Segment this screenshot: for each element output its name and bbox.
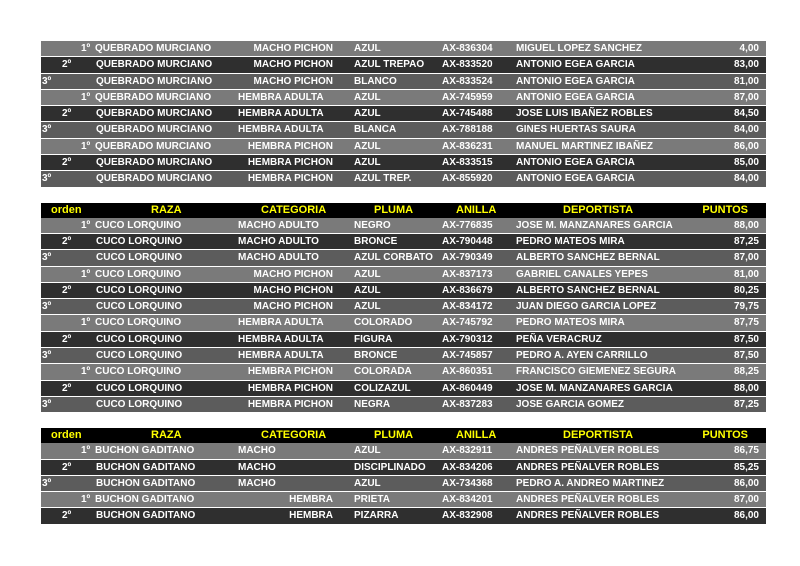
- ring-cell: AX-855920: [442, 173, 493, 185]
- plumage-cell: NEGRA: [354, 398, 391, 410]
- breeder-cell: PEDRO MATEOS MIRA: [516, 317, 625, 329]
- table-row: [41, 283, 766, 299]
- points-cell: 83,00: [733, 59, 759, 71]
- points-cell: 86,00: [733, 477, 759, 489]
- plumage-cell: BRONCE: [354, 235, 398, 247]
- points-cell: 87,50: [733, 333, 759, 345]
- breed-cell: BUCHON GADITANO: [96, 461, 196, 473]
- plumage-cell: AZUL TREP.: [354, 173, 412, 185]
- category-cell: HEMBRA PICHON: [247, 157, 333, 169]
- table-row: [41, 332, 766, 348]
- points-cell: 81,00: [733, 268, 759, 280]
- breeder-cell: GINES HUERTAS SAURA: [516, 124, 636, 136]
- ring-cell: AX-836231: [442, 140, 493, 152]
- table-row: [41, 492, 766, 508]
- table-row: [41, 74, 766, 90]
- breed-cell: CUCO LORQUINO: [96, 252, 183, 264]
- rank-cell: 1º: [81, 366, 91, 378]
- table-row: [41, 267, 766, 283]
- rank-cell: 3º: [42, 301, 52, 313]
- category-cell: HEMBRA ADULTA: [238, 91, 324, 103]
- breeder-cell: PEDRO A. ANDREO MARTINEZ: [516, 477, 665, 489]
- breed-cell: CUCO LORQUINO: [96, 301, 183, 313]
- plumage-cell: AZUL: [354, 43, 381, 54]
- header-categoria: CATEGORIA: [261, 429, 327, 442]
- table-row: [41, 41, 766, 57]
- points-cell: 79,75: [733, 301, 759, 313]
- ring-cell: AX-788188: [442, 124, 493, 136]
- header-raza: RAZA: [151, 429, 182, 442]
- breeder-cell: PEÑA VERACRUZ: [516, 333, 602, 345]
- plumage-cell: COLORADA: [354, 366, 412, 378]
- category-cell: HEMBRA PICHON: [247, 140, 333, 152]
- category-cell: HEMBRA ADULTA: [238, 317, 324, 329]
- breeder-cell: GABRIEL CANALES YEPES: [516, 268, 648, 280]
- header-deportista: DEPORTISTA: [563, 203, 634, 216]
- ring-cell: AX-745488: [442, 108, 493, 120]
- ring-cell: AX-776835: [442, 219, 493, 231]
- breeder-cell: JOSE LUIS IBAÑEZ ROBLES: [516, 108, 653, 120]
- points-cell: 86,00: [733, 510, 759, 522]
- breed-cell: QUEBRADO MURCIANO: [96, 124, 213, 136]
- plumage-cell: NEGRO: [354, 219, 391, 231]
- breed-cell: BUCHON GADITANO: [96, 477, 196, 489]
- category-cell: MACHO: [238, 461, 276, 473]
- table-quebrado-murciano: [41, 41, 766, 188]
- rank-cell: 1º: [81, 317, 91, 329]
- header-anilla: ANILLA: [456, 203, 497, 216]
- category-cell: MACHO: [238, 477, 276, 489]
- table-row: [41, 299, 766, 315]
- ring-cell: AX-834206: [442, 461, 493, 473]
- ring-cell: AX-834201: [442, 494, 493, 506]
- header-anilla: ANILLA: [456, 429, 497, 442]
- category-cell: HEMBRA ADULTA: [238, 333, 324, 345]
- breed-cell: QUEBRADO MURCIANO: [96, 75, 213, 87]
- breed-cell: CUCO LORQUINO: [96, 235, 183, 247]
- points-cell: 81,00: [733, 75, 759, 87]
- plumage-cell: AZUL: [354, 91, 381, 103]
- breed-cell: QUEBRADO MURCIANO: [95, 91, 212, 103]
- breed-cell: CUCO LORQUINO: [96, 382, 183, 394]
- points-cell: 84,00: [733, 173, 759, 185]
- points-cell: 4,00: [739, 43, 759, 54]
- breeder-cell: ANTONIO EGEA GARCIA: [516, 157, 635, 169]
- breeder-cell: ANDRES PEÑALVER ROBLES: [516, 461, 660, 473]
- points-cell: 87,25: [733, 235, 759, 247]
- plumage-cell: COLIZAZUL: [354, 382, 411, 394]
- header-orden: orden: [51, 429, 82, 442]
- rank-cell: 2º: [62, 382, 72, 394]
- breeder-cell: ANDRES PEÑALVER ROBLES: [516, 494, 660, 506]
- breed-cell: QUEBRADO MURCIANO: [96, 108, 213, 120]
- breed-cell: QUEBRADO MURCIANO: [96, 173, 213, 185]
- results-sheet: [41, 41, 766, 525]
- header-orden: orden: [51, 203, 82, 216]
- breeder-cell: PEDRO A. AYEN CARRILLO: [516, 350, 648, 362]
- ring-cell: AX-790448: [442, 235, 493, 247]
- table-row: [41, 171, 766, 187]
- rank-cell: 3º: [42, 350, 52, 362]
- category-cell: MACHO ADULTO: [238, 219, 319, 231]
- table-row: [41, 508, 766, 524]
- breeder-cell: ANTONIO EGEA GARCIA: [516, 91, 635, 103]
- table-row: [41, 381, 766, 397]
- plumage-cell: COLORADO: [354, 317, 413, 329]
- breeder-cell: ANDRES PEÑALVER ROBLES: [516, 445, 660, 457]
- ring-cell: AX-837283: [442, 398, 493, 410]
- breed-cell: BUCHON GADITANO: [95, 445, 195, 457]
- plumage-cell: DISCIPLINADO: [354, 461, 426, 473]
- category-cell: MACHO ADULTO: [238, 235, 319, 247]
- points-cell: 85,00: [733, 157, 759, 169]
- ring-cell: AX-836304: [442, 43, 493, 54]
- breeder-cell: FRANCISCO GIEMENEZ SEGURA: [516, 366, 677, 378]
- ring-cell: AX-832911: [442, 445, 493, 457]
- rank-cell: 1º: [81, 140, 91, 152]
- table-row: [41, 57, 766, 73]
- plumage-cell: AZUL TREPAO: [354, 59, 425, 71]
- breed-cell: CUCO LORQUINO: [96, 284, 183, 296]
- table-row: [41, 348, 766, 364]
- rank-cell: 3º: [42, 252, 52, 264]
- breed-cell: CUCO LORQUINO: [96, 350, 183, 362]
- ring-cell: AX-837173: [442, 268, 493, 280]
- breeder-cell: JOSE M. MANZANARES GARCIA: [516, 382, 673, 394]
- category-cell: HEMBRA PICHON: [247, 173, 333, 185]
- rank-cell: 2º: [62, 235, 72, 247]
- breeder-cell: MANUEL MARTINEZ IBAÑEZ: [516, 140, 654, 152]
- rank-cell: 2º: [62, 510, 72, 522]
- points-cell: 88,00: [733, 219, 759, 231]
- ring-cell: AX-833524: [442, 75, 493, 87]
- ring-cell: AX-860449: [442, 382, 493, 394]
- table-row: [41, 155, 766, 171]
- plumage-cell: FIGURA: [354, 333, 393, 345]
- category-cell: HEMBRA: [289, 494, 333, 506]
- breeder-cell: JOSE M. MANZANARES GARCIA: [516, 219, 673, 231]
- rank-cell: 2º: [62, 157, 72, 169]
- rank-cell: 3º: [42, 75, 52, 87]
- table-row: [41, 364, 766, 380]
- breeder-cell: ALBERTO SANCHEZ BERNAL: [516, 284, 660, 296]
- rank-cell: 2º: [62, 59, 72, 71]
- breed-cell: CUCO LORQUINO: [95, 219, 182, 231]
- breed-cell: CUCO LORQUINO: [95, 268, 182, 280]
- breed-cell: QUEBRADO MURCIANO: [95, 140, 212, 152]
- breed-cell: BUCHON GADITANO: [96, 510, 196, 522]
- table-row: [41, 397, 766, 413]
- rank-cell: 1º: [81, 268, 91, 280]
- category-cell: MACHO ADULTO: [238, 252, 319, 264]
- table-row: [41, 250, 766, 266]
- breeder-cell: ANTONIO EGEA GARCIA: [516, 59, 635, 71]
- ring-cell: AX-734368: [442, 477, 493, 489]
- rank-cell: 3º: [42, 173, 52, 185]
- points-cell: 86,75: [733, 445, 759, 457]
- points-cell: 87,00: [733, 494, 759, 506]
- plumage-cell: AZUL: [354, 140, 381, 152]
- breed-cell: CUCO LORQUINO: [95, 317, 182, 329]
- rank-cell: 3º: [42, 124, 52, 136]
- table-buchon-gaditano: [41, 428, 766, 524]
- header-puntos: PUNTOS: [702, 429, 748, 442]
- plumage-cell: AZUL: [354, 477, 381, 489]
- table-row: [41, 476, 766, 492]
- header-pluma: PLUMA: [374, 203, 414, 216]
- table-row: [41, 139, 766, 155]
- breeder-cell: ALBERTO SANCHEZ BERNAL: [516, 252, 660, 264]
- points-cell: 87,00: [733, 91, 759, 103]
- rank-cell: 3º: [42, 477, 52, 489]
- plumage-cell: AZUL CORBATO: [354, 252, 433, 264]
- rank-cell: 2º: [62, 108, 72, 120]
- ring-cell: AX-745959: [442, 91, 493, 103]
- rank-cell: 2º: [62, 333, 72, 345]
- table-row: [41, 218, 766, 234]
- plumage-cell: AZUL: [354, 268, 381, 280]
- points-cell: 84,00: [733, 124, 759, 136]
- breed-cell: QUEBRADO MURCIANO: [95, 43, 212, 54]
- header-puntos: PUNTOS: [702, 203, 748, 216]
- plumage-cell: BLANCO: [354, 75, 397, 87]
- category-cell: MACHO PICHON: [253, 43, 333, 54]
- breeder-cell: ANTONIO EGEA GARCIA: [516, 173, 635, 185]
- table-row: [41, 90, 766, 106]
- breed-cell: CUCO LORQUINO: [96, 398, 183, 410]
- points-cell: 88,00: [733, 382, 759, 394]
- ring-cell: AX-790312: [442, 333, 493, 345]
- category-cell: HEMBRA ADULTA: [238, 124, 324, 136]
- plumage-cell: AZUL: [354, 108, 381, 120]
- table-row: [41, 460, 766, 476]
- ring-cell: AX-745792: [442, 317, 493, 329]
- table-header: [41, 428, 766, 443]
- category-cell: MACHO PICHON: [253, 284, 333, 296]
- category-cell: MACHO PICHON: [253, 75, 333, 87]
- rank-cell: 1º: [81, 91, 91, 103]
- table-row: [41, 443, 766, 459]
- header-deportista: DEPORTISTA: [563, 429, 634, 442]
- ring-cell: AX-833520: [442, 59, 493, 71]
- category-cell: HEMBRA ADULTA: [238, 350, 324, 362]
- breed-cell: QUEBRADO MURCIANO: [96, 157, 213, 169]
- points-cell: 87,75: [733, 317, 759, 329]
- ring-cell: AX-860351: [442, 366, 493, 378]
- breeder-cell: JUAN DIEGO GARCIA LOPEZ: [516, 301, 657, 313]
- rank-cell: 1º: [81, 445, 91, 457]
- rank-cell: 1º: [81, 219, 91, 231]
- category-cell: HEMBRA: [289, 510, 333, 522]
- points-cell: 84,50: [733, 108, 759, 120]
- table-row: [41, 315, 766, 331]
- table-row: [41, 106, 766, 122]
- category-cell: HEMBRA PICHON: [247, 366, 333, 378]
- breeder-cell: MIGUEL LOPEZ SANCHEZ: [516, 43, 642, 54]
- table-row: [41, 122, 766, 138]
- rank-cell: 1º: [81, 494, 91, 506]
- ring-cell: AX-745857: [442, 350, 493, 362]
- category-cell: MACHO PICHON: [253, 268, 333, 280]
- plumage-cell: AZUL: [354, 284, 381, 296]
- points-cell: 87,25: [733, 398, 759, 410]
- points-cell: 87,00: [733, 252, 759, 264]
- ring-cell: AX-834172: [442, 301, 493, 313]
- ring-cell: AX-836679: [442, 284, 493, 296]
- plumage-cell: BRONCE: [354, 350, 398, 362]
- points-cell: 85,25: [733, 461, 759, 473]
- points-cell: 80,25: [733, 284, 759, 296]
- table-header: [41, 203, 766, 218]
- plumage-cell: PRIETA: [354, 494, 390, 506]
- plumage-cell: AZUL: [354, 445, 381, 457]
- breeder-cell: ANTONIO EGEA GARCIA: [516, 75, 635, 87]
- header-pluma: PLUMA: [374, 429, 414, 442]
- breeder-cell: PEDRO MATEOS MIRA: [516, 235, 625, 247]
- rank-cell: 3º: [42, 398, 52, 410]
- points-cell: 87,50: [733, 350, 759, 362]
- breed-cell: CUCO LORQUINO: [95, 366, 182, 378]
- table-row: [41, 234, 766, 250]
- category-cell: MACHO: [238, 445, 276, 457]
- ring-cell: AX-790349: [442, 252, 493, 264]
- plumage-cell: BLANCA: [354, 124, 397, 136]
- plumage-cell: AZUL: [354, 157, 381, 169]
- breeder-cell: ANDRES PEÑALVER ROBLES: [516, 510, 660, 522]
- breed-cell: QUEBRADO MURCIANO: [96, 59, 213, 71]
- rank-cell: 1º: [81, 43, 91, 54]
- rank-cell: 2º: [62, 284, 72, 296]
- category-cell: HEMBRA PICHON: [247, 398, 333, 410]
- category-cell: HEMBRA ADULTA: [238, 108, 324, 120]
- breed-cell: BUCHON GADITANO: [95, 494, 195, 506]
- category-cell: MACHO PICHON: [253, 301, 333, 313]
- plumage-cell: PIZARRA: [354, 510, 399, 522]
- plumage-cell: AZUL: [354, 301, 381, 313]
- header-categoria: CATEGORIA: [261, 203, 327, 216]
- category-cell: HEMBRA PICHON: [247, 382, 333, 394]
- breed-cell: CUCO LORQUINO: [96, 333, 183, 345]
- ring-cell: AX-832908: [442, 510, 493, 522]
- points-cell: 86,00: [733, 140, 759, 152]
- breeder-cell: JOSE GARCIA GOMEZ: [516, 398, 624, 410]
- points-cell: 88,25: [733, 366, 759, 378]
- ring-cell: AX-833515: [442, 157, 493, 169]
- table-cuco-lorquino: [41, 203, 766, 414]
- category-cell: MACHO PICHON: [253, 59, 333, 71]
- rank-cell: 2º: [62, 461, 72, 473]
- header-raza: RAZA: [151, 203, 182, 216]
